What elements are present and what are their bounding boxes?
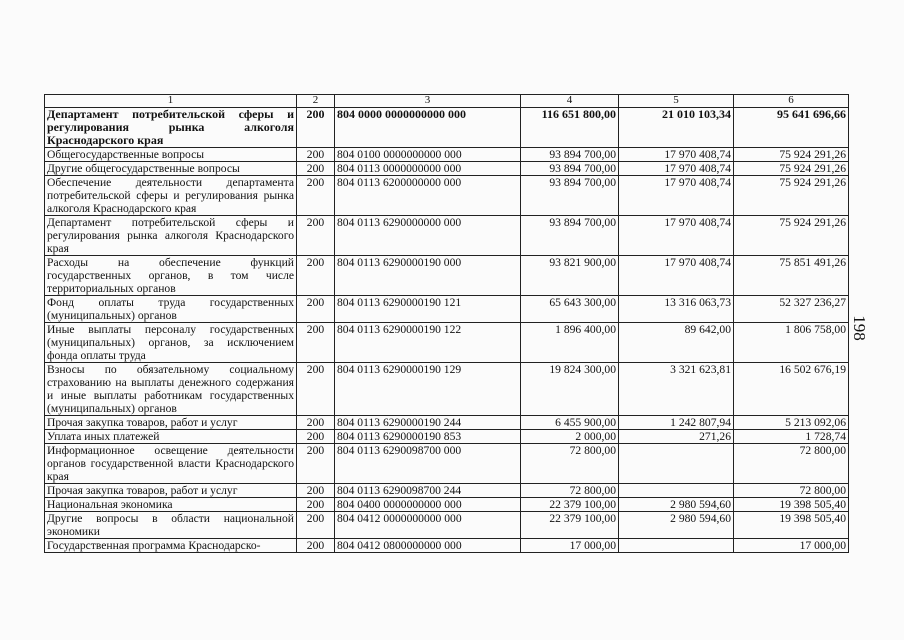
row-line-code: 200: [297, 484, 335, 498]
row-budget-code: 804 0113 6290000190 000: [335, 256, 521, 296]
row-budget-code: 804 0113 6290000190 244: [335, 416, 521, 430]
row-line-code: 200: [297, 539, 335, 553]
row-approved-amount: 93 894 700,00: [521, 162, 619, 176]
row-budget-code: 804 0100 0000000000 000: [335, 148, 521, 162]
row-budget-code: 804 0113 6290000190 129: [335, 363, 521, 416]
row-name: Другие общегосударственные вопросы: [45, 162, 297, 176]
table-row: [45, 216, 849, 256]
row-line-code: 200: [297, 430, 335, 444]
row-executed-amount: 3 321 623,81: [619, 363, 734, 416]
row-budget-code: 804 0000 0000000000 000: [335, 108, 521, 148]
row-unexecuted-amount: 75 924 291,26: [734, 176, 849, 216]
row-name: Прочая закупка товаров, работ и услуг: [45, 416, 297, 430]
row-line-code: 200: [297, 498, 335, 512]
table-row: [45, 296, 849, 323]
table-row: [45, 176, 849, 216]
row-line-code: 200: [297, 323, 335, 363]
row-approved-amount: 17 000,00: [521, 539, 619, 553]
row-budget-code: 804 0113 6290000190 853: [335, 430, 521, 444]
row-approved-amount: 72 800,00: [521, 444, 619, 484]
row-budget-code: 804 0113 6290000000 000: [335, 216, 521, 256]
row-executed-amount: [619, 484, 734, 498]
column-header: 6: [734, 95, 849, 108]
row-unexecuted-amount: 16 502 676,19: [734, 363, 849, 416]
row-approved-amount: 19 824 300,00: [521, 363, 619, 416]
row-executed-amount: 17 970 408,74: [619, 148, 734, 162]
row-executed-amount: 17 970 408,74: [619, 162, 734, 176]
row-budget-code: 804 0400 0000000000 000: [335, 498, 521, 512]
row-name: Другие вопросы в области национальной экономики: [45, 512, 297, 539]
row-name: Департамент потребительской сферы и регулирования рынка алкоголя Краснодарского края: [45, 216, 297, 256]
row-approved-amount: 22 379 100,00: [521, 498, 619, 512]
row-approved-amount: 93 894 700,00: [521, 216, 619, 256]
row-unexecuted-amount: 95 641 696,66: [734, 108, 849, 148]
column-header: 3: [335, 95, 521, 108]
row-budget-code: 804 0412 0000000000 000: [335, 512, 521, 539]
row-executed-amount: 89 642,00: [619, 323, 734, 363]
row-approved-amount: 1 896 400,00: [521, 323, 619, 363]
table-row: [45, 484, 849, 498]
row-name: Национальная экономика: [45, 498, 297, 512]
row-name: Расходы на обеспечение функций государственных органов, в том числе территориальных органов: [45, 256, 297, 296]
row-line-code: 200: [297, 363, 335, 416]
row-executed-amount: 21 010 103,34: [619, 108, 734, 148]
table-row: [45, 498, 849, 512]
row-approved-amount: 6 455 900,00: [521, 416, 619, 430]
row-budget-code: 804 0113 6290000190 122: [335, 323, 521, 363]
row-line-code: 200: [297, 176, 335, 216]
row-unexecuted-amount: 52 327 236,27: [734, 296, 849, 323]
row-unexecuted-amount: 1 806 758,00: [734, 323, 849, 363]
row-name: Взносы по обязательному социальному страхованию на выплаты денежного содержания и иные выплаты работникам государственных (муниципальных) органов: [45, 363, 297, 416]
table-row: [45, 444, 849, 484]
row-approved-amount: 93 894 700,00: [521, 176, 619, 216]
row-executed-amount: [619, 444, 734, 484]
row-name: Уплата иных платежей: [45, 430, 297, 444]
column-header: 4: [521, 95, 619, 108]
row-budget-code: 804 0113 6290000190 121: [335, 296, 521, 323]
row-budget-code: 804 0412 0800000000 000: [335, 539, 521, 553]
column-header: 1: [45, 95, 297, 108]
row-line-code: 200: [297, 216, 335, 256]
row-name: Обеспечение деятельности департамента потребительской сферы и регулирования рынка алкоголя Краснодарского края: [45, 176, 297, 216]
row-unexecuted-amount: 19 398 505,40: [734, 498, 849, 512]
table-row: [45, 363, 849, 416]
column-header-row: [45, 95, 849, 108]
row-line-code: 200: [297, 256, 335, 296]
row-approved-amount: 22 379 100,00: [521, 512, 619, 539]
row-unexecuted-amount: 19 398 505,40: [734, 512, 849, 539]
row-unexecuted-amount: 75 851 491,26: [734, 256, 849, 296]
row-name: Информационное освещение деятельности органов государственной власти Краснодарского края: [45, 444, 297, 484]
row-executed-amount: 17 970 408,74: [619, 176, 734, 216]
row-line-code: 200: [297, 416, 335, 430]
table-row: [45, 162, 849, 176]
row-name: Прочая закупка товаров, работ и услуг: [45, 484, 297, 498]
row-executed-amount: 17 970 408,74: [619, 216, 734, 256]
row-budget-code: 804 0113 6200000000 000: [335, 176, 521, 216]
row-name: Государственная программа Краснодарско-: [45, 539, 297, 553]
row-approved-amount: 93 821 900,00: [521, 256, 619, 296]
row-executed-amount: 13 316 063,73: [619, 296, 734, 323]
row-line-code: 200: [297, 296, 335, 323]
row-name: Департамент потребительской сферы и регулирования рынка алкоголя Краснодарского края: [45, 108, 297, 148]
table-row: [45, 416, 849, 430]
row-executed-amount: [619, 539, 734, 553]
row-name: Общегосударственные вопросы: [45, 148, 297, 162]
row-name: Иные выплаты персоналу государственных (муниципальных) органов, за исключением фонда оплаты труда: [45, 323, 297, 363]
row-name: Фонд оплаты труда государственных (муниципальных) органов: [45, 296, 297, 323]
row-executed-amount: 17 970 408,74: [619, 256, 734, 296]
row-unexecuted-amount: 72 800,00: [734, 444, 849, 484]
row-executed-amount: 2 980 594,60: [619, 512, 734, 539]
row-unexecuted-amount: 75 924 291,26: [734, 148, 849, 162]
table-row: [45, 323, 849, 363]
table-row: [45, 539, 849, 553]
column-header: 2: [297, 95, 335, 108]
row-unexecuted-amount: 72 800,00: [734, 484, 849, 498]
row-line-code: 200: [297, 148, 335, 162]
row-budget-code: 804 0113 6290098700 000: [335, 444, 521, 484]
row-unexecuted-amount: 17 000,00: [734, 539, 849, 553]
row-approved-amount: 116 651 800,00: [521, 108, 619, 148]
row-line-code: 200: [297, 512, 335, 539]
table-row: [45, 108, 849, 148]
table-row: [45, 256, 849, 296]
column-header: 5: [619, 95, 734, 108]
row-unexecuted-amount: 1 728,74: [734, 430, 849, 444]
page-number: 198: [849, 315, 869, 341]
row-budget-code: 804 0113 0000000000 000: [335, 162, 521, 176]
row-line-code: 200: [297, 108, 335, 148]
row-budget-code: 804 0113 6290098700 244: [335, 484, 521, 498]
row-approved-amount: 2 000,00: [521, 430, 619, 444]
row-unexecuted-amount: 5 213 092,06: [734, 416, 849, 430]
row-executed-amount: 2 980 594,60: [619, 498, 734, 512]
row-unexecuted-amount: 75 924 291,26: [734, 162, 849, 176]
row-executed-amount: 1 242 807,94: [619, 416, 734, 430]
row-approved-amount: 72 800,00: [521, 484, 619, 498]
row-line-code: 200: [297, 162, 335, 176]
table-row: [45, 512, 849, 539]
table-row: [45, 430, 849, 444]
row-line-code: 200: [297, 444, 335, 484]
table-row: [45, 148, 849, 162]
row-unexecuted-amount: 75 924 291,26: [734, 216, 849, 256]
budget-table: [44, 94, 849, 553]
row-approved-amount: 93 894 700,00: [521, 148, 619, 162]
row-approved-amount: 65 643 300,00: [521, 296, 619, 323]
row-executed-amount: 271,26: [619, 430, 734, 444]
